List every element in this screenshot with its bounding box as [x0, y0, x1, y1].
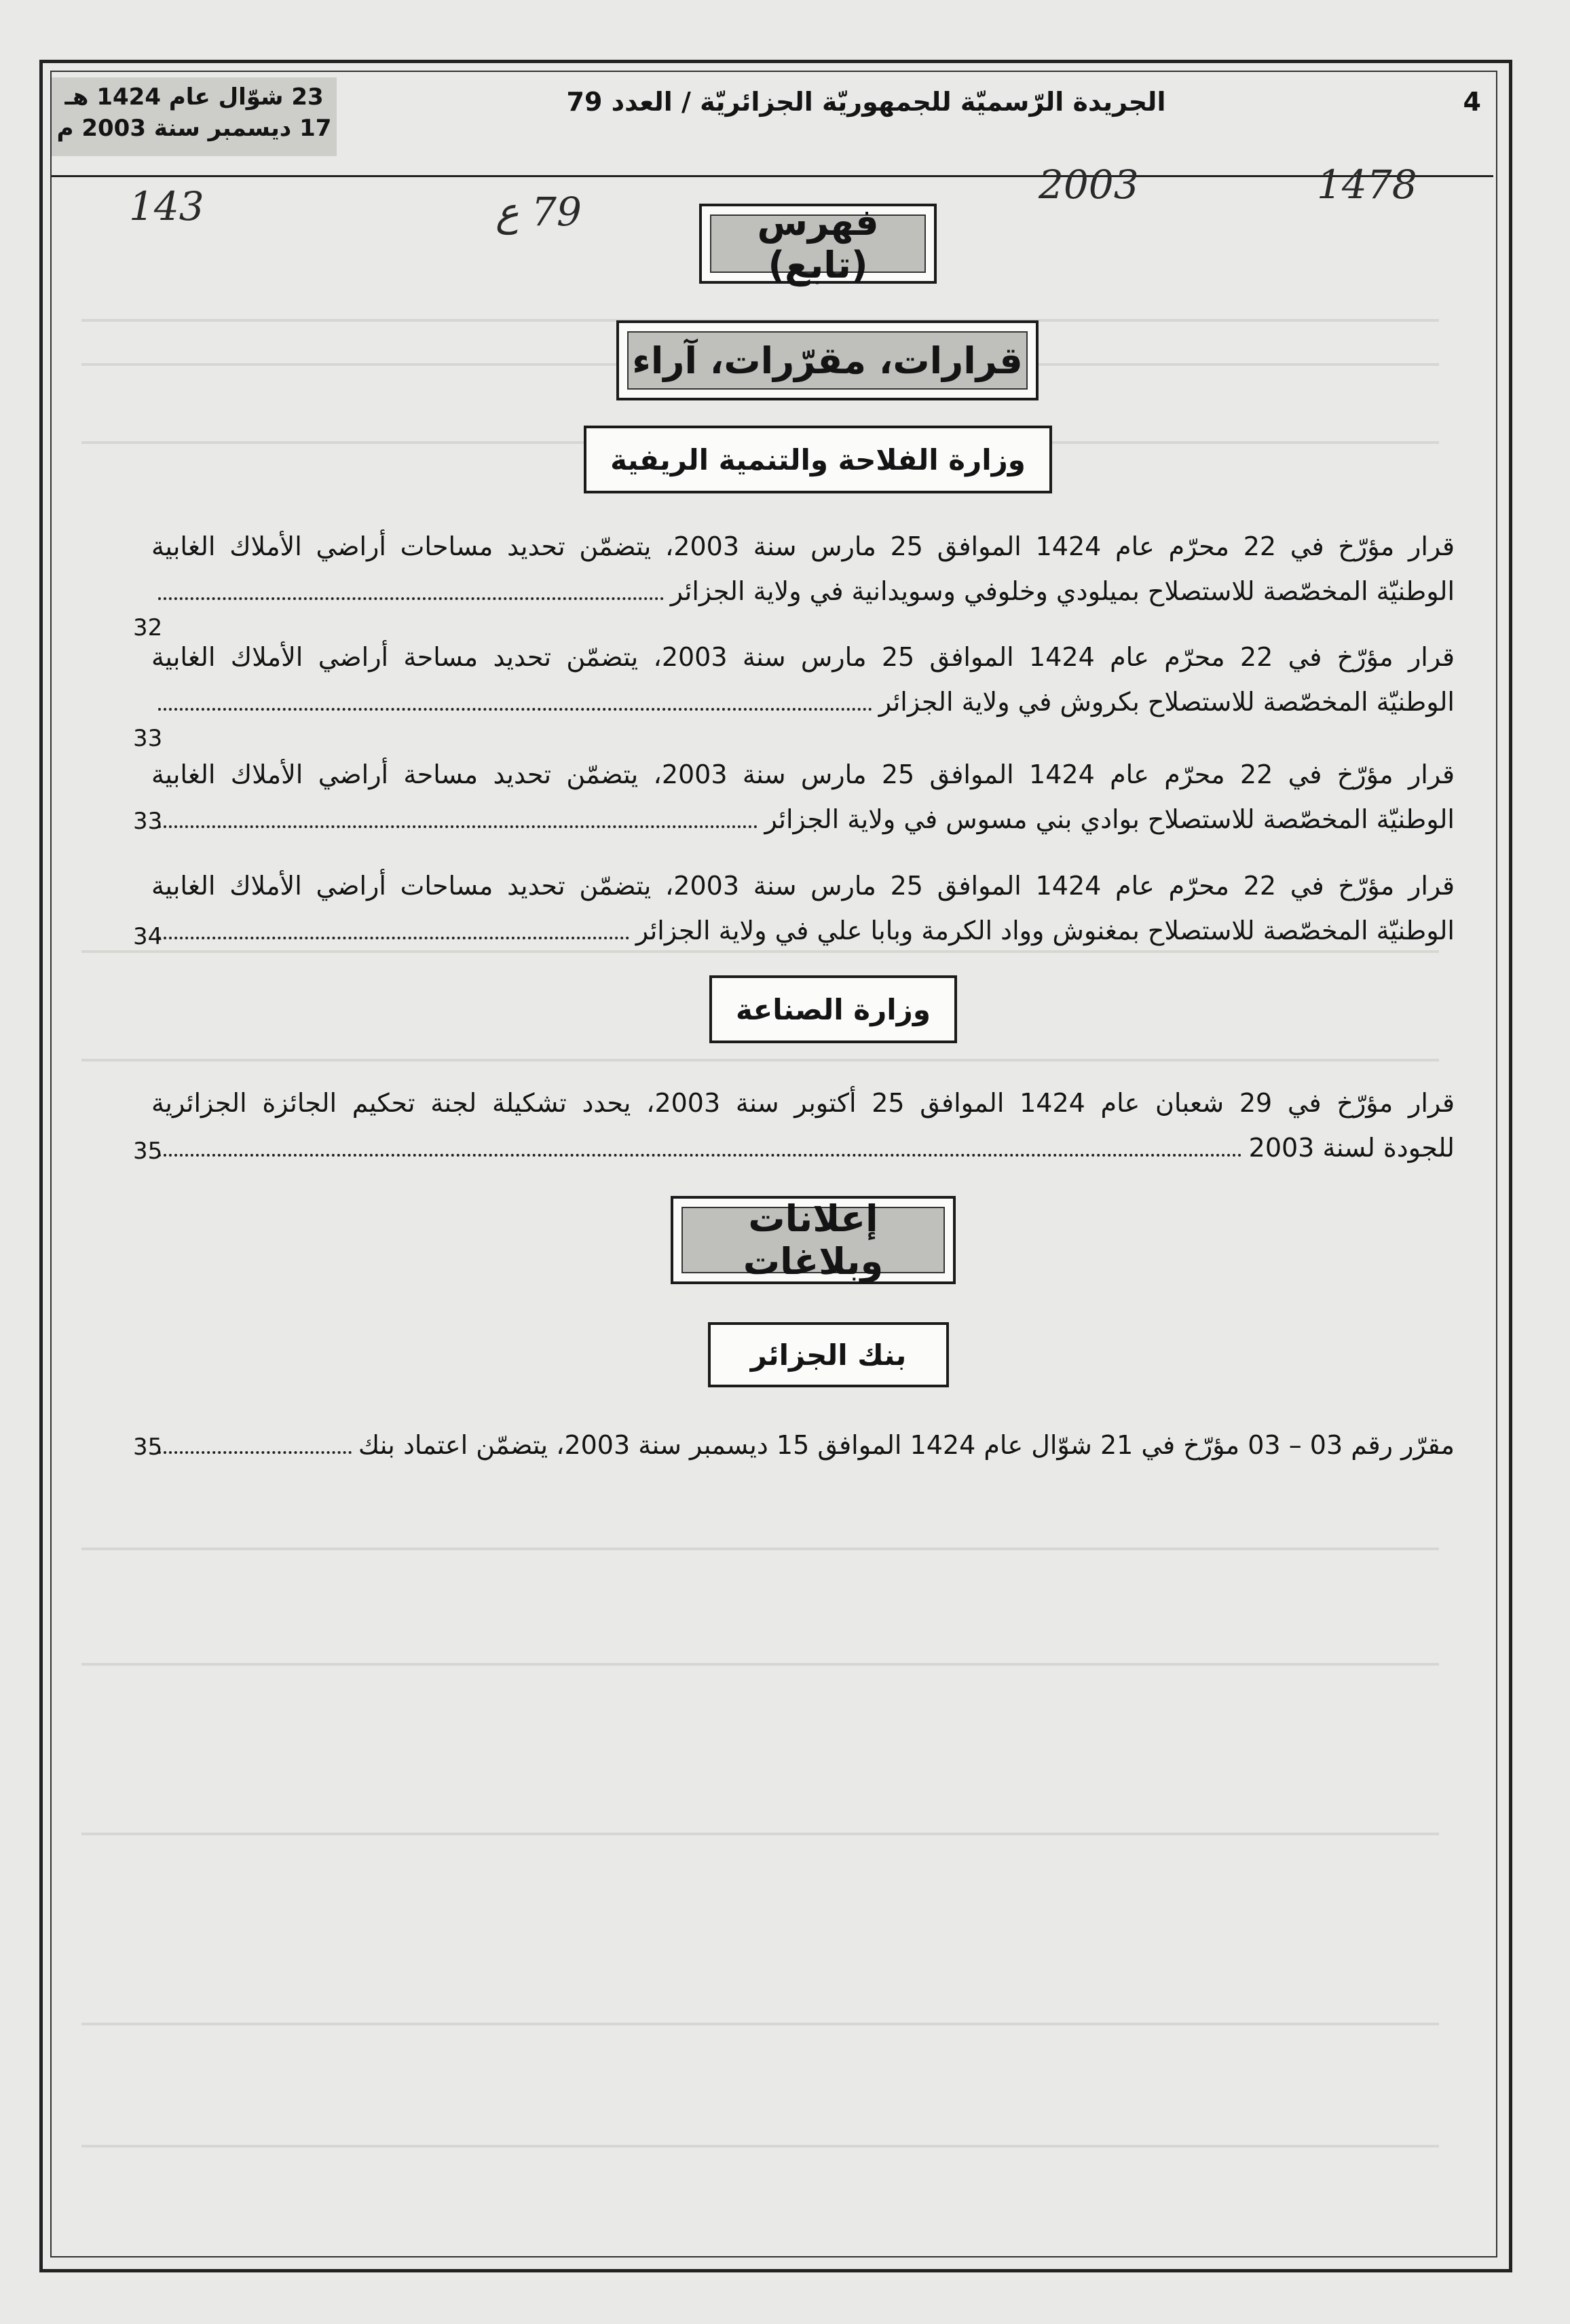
- dot-leader: [158, 824, 758, 828]
- entry-line2-text: الوطنيّة المخصّصة للاستصلاح بكروش في ولاية الجزائر: [878, 687, 1455, 717]
- toc-entry[interactable]: [151, 524, 1455, 614]
- section-announcements-box: [671, 1196, 956, 1284]
- entry-page-number: 35: [133, 1433, 163, 1461]
- ministry-industry-box: [709, 975, 957, 1043]
- entry-line1: قرار مؤرّخ في 29 شعبان عام 1424 الموافق 25 أكتوبر سنة 2003، يحدد تشكيلة لجنة تحكيم الجائزة الجزائرية: [151, 1088, 1455, 1118]
- entry-line2: [151, 569, 1455, 614]
- entry-line2: [151, 1125, 1455, 1170]
- entry-line1: قرار مؤرّخ في 22 محرّم عام 1424 الموافق 25 مارس سنة 2003، يتضمّن تحديد مساحة أراضي الأملاك الغابية: [151, 760, 1455, 789]
- toc-entry[interactable]: [151, 635, 1455, 724]
- entry-line1: قرار مؤرّخ في 22 محرّم عام 1424 الموافق 25 مارس سنة 2003، يتضمّن تحديد مساحات أراضي الأملاك الغابية: [151, 871, 1455, 901]
- handwritten-note-left: 143: [129, 183, 204, 229]
- bank-title: بنك الجزائر: [750, 1338, 907, 1372]
- entry-page-number: 34: [133, 923, 163, 950]
- handwritten-issue: 79 ع: [496, 189, 582, 235]
- dot-leader: [158, 1152, 1242, 1157]
- section-decisions-box: [616, 320, 1039, 400]
- entry-line2-text: الوطنيّة المخصّصة للاستصلاح بمغنوش وواد الكرمة وبابا علي في ولاية الجزائر: [635, 916, 1455, 945]
- entry-page-number: 33: [133, 725, 163, 752]
- toc-title: فهرس (تابع): [710, 214, 926, 273]
- toc-title-box: [699, 201, 937, 286]
- dot-leader: [158, 707, 872, 711]
- ministry-agriculture-title: وزارة الفلاحة والتنمية الريفية: [610, 443, 1026, 476]
- header-rule: [52, 175, 1493, 177]
- entry-page-number: 33: [133, 808, 163, 835]
- bank-box: [708, 1322, 949, 1387]
- page-number: 4: [1463, 87, 1481, 117]
- entry-text: مقرّر رقم 03 – 03 مؤرّخ في 21 شوّال عام 1424 الموافق 15 ديسمبر سنة 2003، يتضمّن اعتماد بنك: [358, 1430, 1455, 1460]
- entry-line2: [151, 679, 1455, 724]
- toc-entry[interactable]: [151, 1081, 1455, 1170]
- toc-entry[interactable]: [151, 863, 1455, 953]
- dot-leader: [158, 935, 629, 939]
- entry-line: [151, 1423, 1455, 1467]
- entry-line1: قرار مؤرّخ في 22 محرّم عام 1424 الموافق 25 مارس سنة 2003، يتضمّن تحديد مساحات أراضي الأملاك الغابية: [151, 531, 1455, 561]
- date-gregorian: 17 ديسمبر سنة 2003 م: [56, 115, 332, 142]
- section-decisions-title: قرارات، مقرّرات، آراء: [627, 331, 1028, 390]
- entry-line2: [151, 797, 1455, 842]
- entry-line2: [151, 908, 1455, 953]
- ministry-agriculture-box: [584, 426, 1052, 493]
- gazette-title: الجريدة الرّسميّة للجمهوريّة الجزائريّة / العدد 79: [566, 87, 1166, 117]
- entry-line2-text: الوطنيّة المخصّصة للاستصلاح بوادي بني مسوس في ولاية الجزائر: [764, 804, 1455, 834]
- dot-leader: [158, 596, 664, 600]
- entry-page-number: 35: [133, 1138, 163, 1165]
- page-header: [52, 73, 1493, 175]
- entry-line2-text: للجودة لسنة 2003: [1248, 1133, 1455, 1163]
- entry-line1: قرار مؤرّخ في 22 محرّم عام 1424 الموافق 25 مارس سنة 2003، يتضمّن تحديد مساحة أراضي الأملاك الغابية: [151, 642, 1455, 672]
- entry-line2-text: الوطنيّة المخصّصة للاستصلاح بميلودي وخلوفي وسويدانية في ولاية الجزائر: [670, 576, 1455, 606]
- entry-page-number: 32: [133, 614, 163, 641]
- toc-entry[interactable]: [151, 1423, 1455, 1467]
- section-announcements-title: إعلانات وبلاغات: [681, 1207, 945, 1273]
- handwritten-year: 2003: [1039, 162, 1139, 208]
- issue-date: [52, 77, 337, 156]
- handwritten-note-right: 1478: [1317, 162, 1417, 208]
- ministry-industry-title: وزارة الصناعة: [736, 992, 931, 1026]
- dot-leader: [158, 1450, 352, 1454]
- date-hijri: 23 شوّال عام 1424 هـ: [64, 83, 324, 111]
- toc-entry[interactable]: [151, 752, 1455, 842]
